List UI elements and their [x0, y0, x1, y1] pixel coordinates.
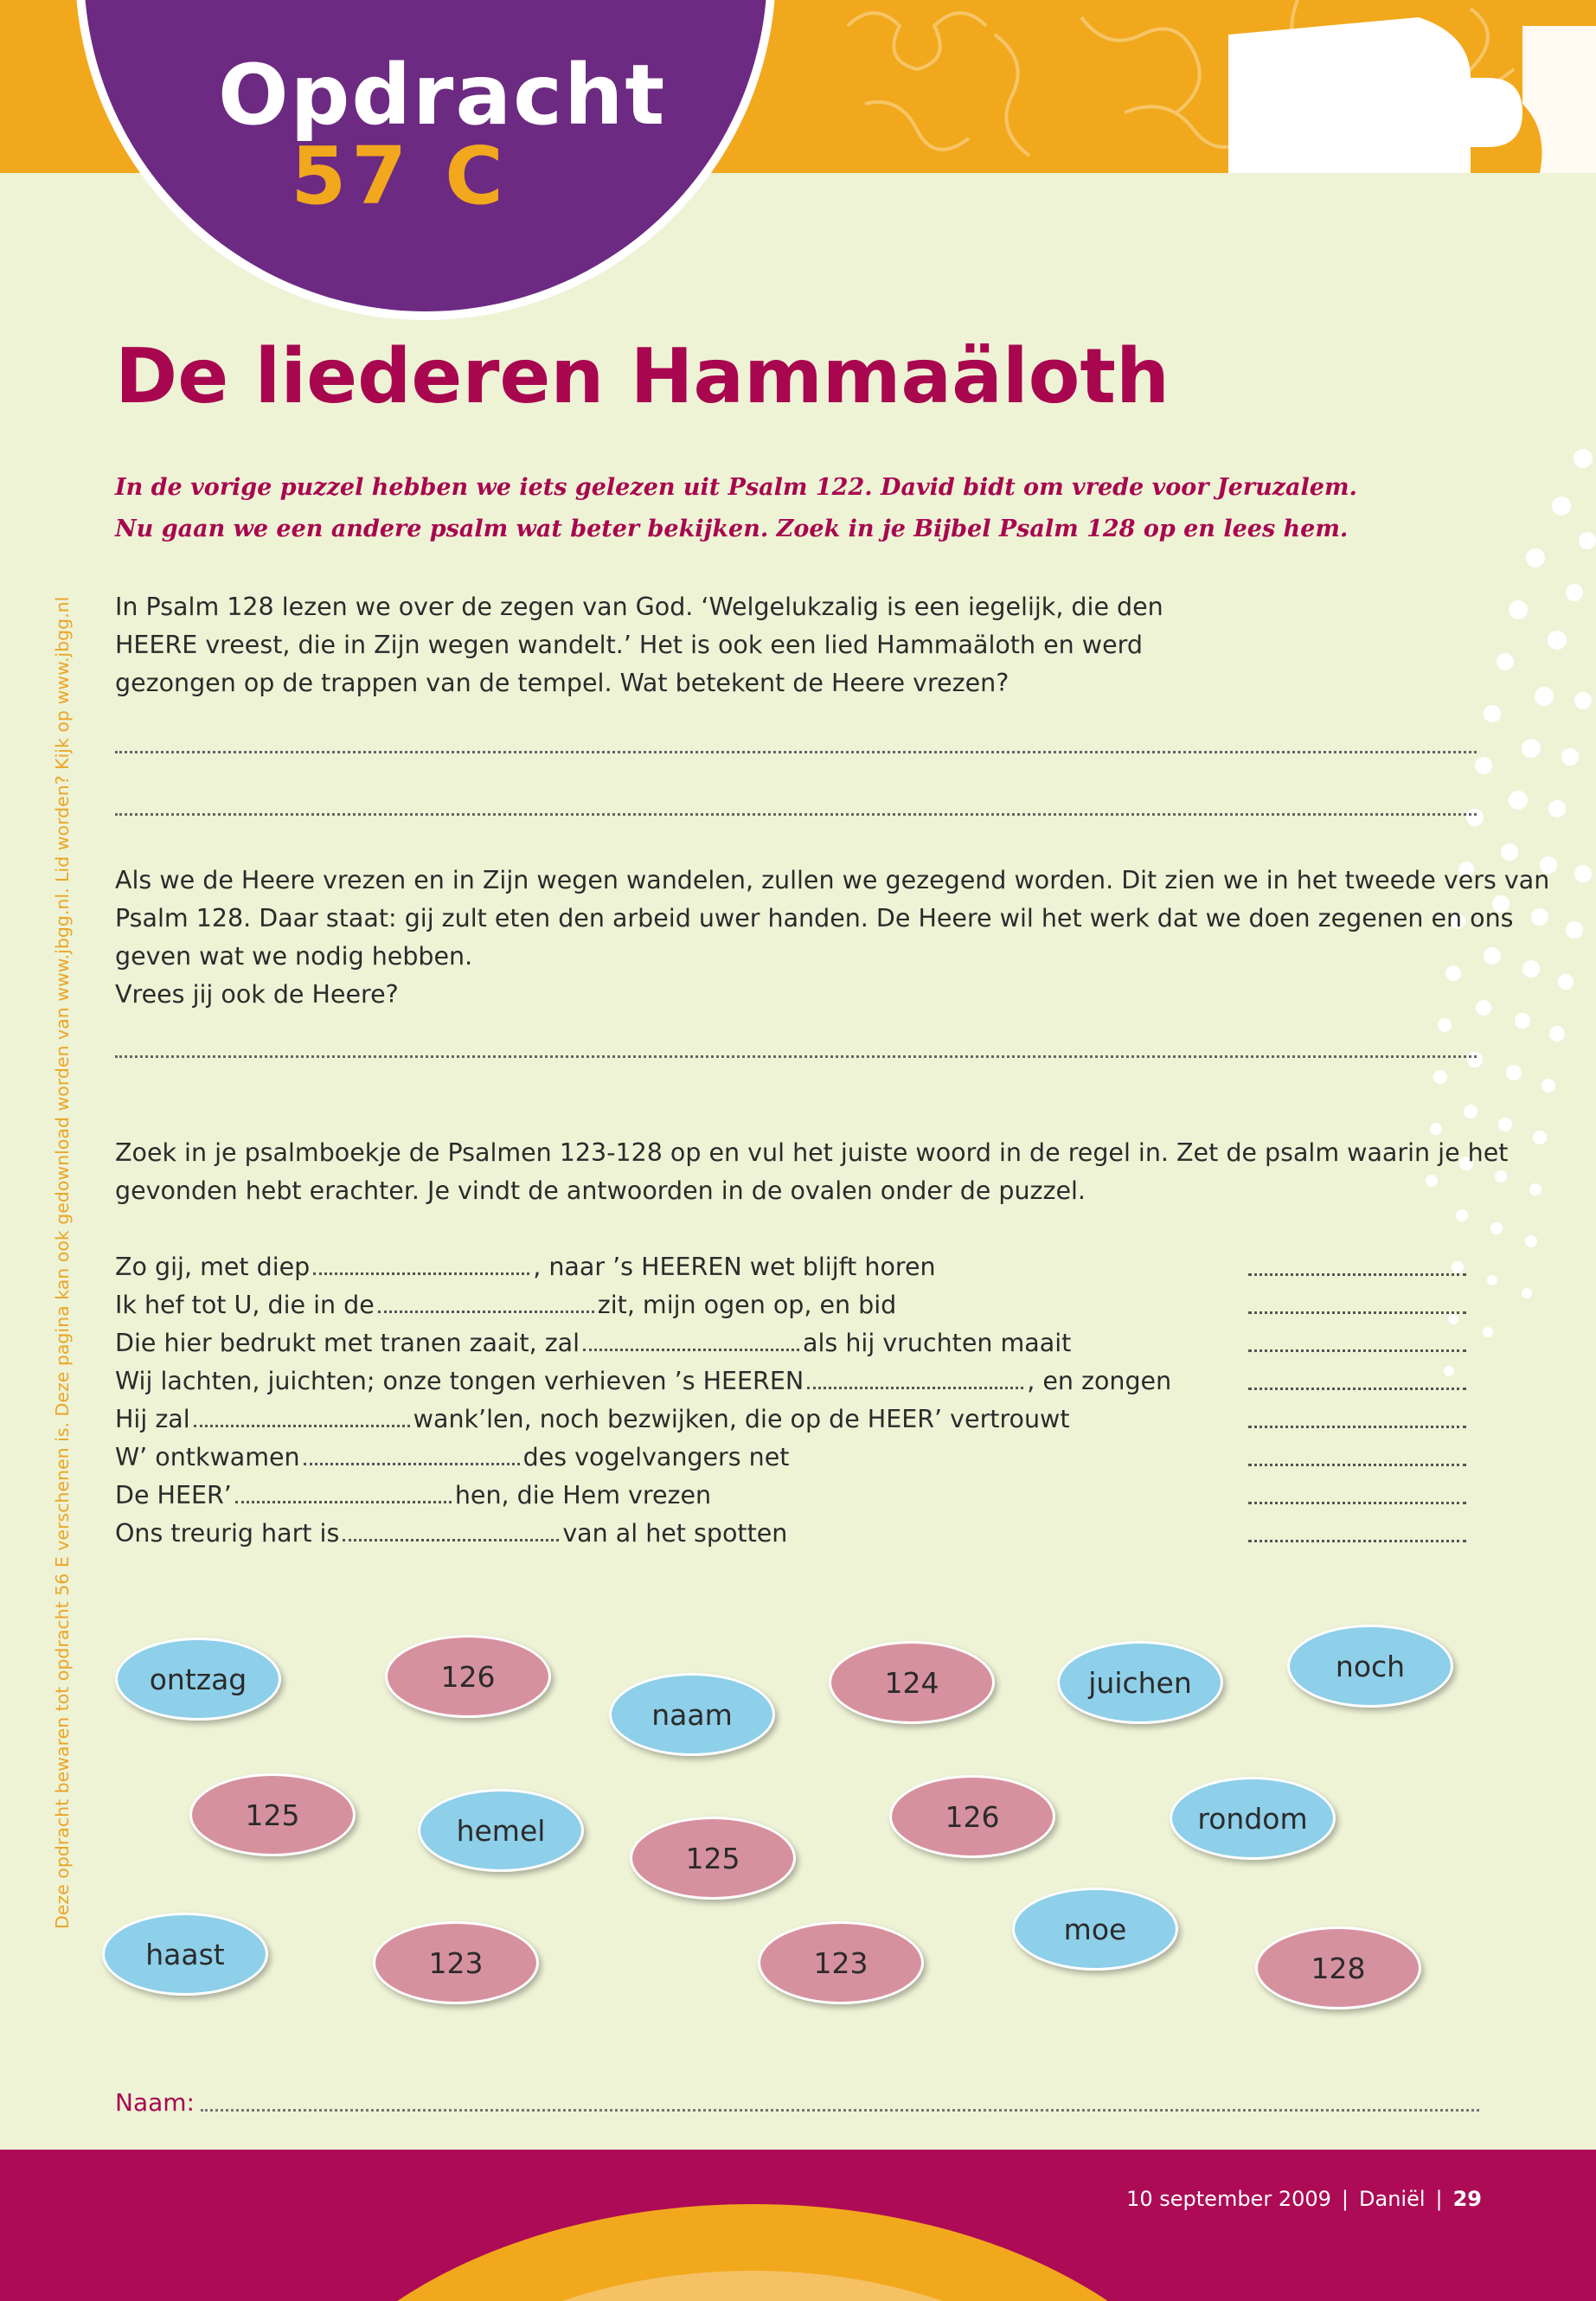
fill-row	[115, 1439, 1473, 1477]
intro-line: In de vorige puzzel hebben we iets gelezen uit Psalm 122. David bidt om vrede voor Jeruzalem.	[115, 474, 1357, 501]
fill-after: wank’len, noch bezwijken, die op de HEER’ vertrouwt	[413, 1405, 1070, 1433]
paragraph-line: geven wat we nodig hebben.	[115, 942, 473, 971]
answer-line[interactable]	[115, 751, 1477, 753]
psalm-blank[interactable]	[1248, 1388, 1466, 1390]
paragraph-line: In Psalm 128 lezen we over de zegen van God. ‘Welgelukzalig is een iegelijk, die den	[115, 593, 1163, 621]
paragraph-line: Als we de Heere vrezen en in Zijn wegen wandelen, zullen we gezegend worden. Dit zien we in het tweede vers van	[115, 866, 1550, 894]
fill-row	[115, 1477, 1473, 1515]
name-label: Naam:	[115, 2088, 195, 2117]
answer-oval[interactable]: haast	[102, 1913, 268, 1996]
answer-oval[interactable]: moe	[1012, 1888, 1178, 1971]
answer-line[interactable]	[115, 813, 1477, 816]
fill-after: , naar ’s HEEREN wet blijft horen	[533, 1253, 936, 1281]
paragraph-line: HEERE vreest, die in Zijn wegen wandelt.’ Het is ook een lied Hammaäloth en werd	[115, 631, 1143, 659]
answer-oval[interactable]: 128	[1255, 1926, 1421, 2009]
psalm-blank[interactable]	[1248, 1540, 1466, 1542]
fill-row	[115, 1362, 1473, 1400]
fill-before: Zo gij, met diep	[115, 1253, 311, 1281]
answer-oval[interactable]: hemel	[418, 1789, 584, 1872]
fill-after: van al het spotten	[562, 1519, 788, 1548]
paragraph-line: gevonden hebt erachter. Je vindt de antwoorden in de ovalen onder de puzzel.	[115, 1176, 1086, 1205]
fill-row	[115, 1286, 1473, 1324]
footer-separator: |	[1341, 2187, 1349, 2211]
footer-band	[0, 2150, 1596, 2301]
fill-after: des vogelvangers net	[522, 1443, 790, 1471]
psalm-blank[interactable]	[1248, 1349, 1466, 1352]
answer-oval[interactable]: noch	[1287, 1625, 1453, 1708]
page-number: 29	[1452, 2187, 1482, 2211]
answer-oval[interactable]: 125	[630, 1817, 796, 1900]
page-title: De liederen Hammaäloth	[115, 332, 1170, 420]
fill-before: W’ ontkwamen	[115, 1443, 300, 1471]
word-blank[interactable]	[313, 1272, 529, 1275]
word-blank[interactable]	[235, 1501, 452, 1503]
paragraph-line: Vrees jij ook de Heere?	[115, 980, 399, 1009]
fill-before: Wij lachten, juichten; onze tongen verhieven ’s HEEREN	[115, 1367, 804, 1395]
answer-oval[interactable]: rondom	[1170, 1777, 1336, 1860]
footer-info	[1126, 2187, 1482, 2211]
fill-in-list	[115, 1248, 1473, 1553]
word-blank[interactable]	[583, 1349, 799, 1351]
fill-before: Hij zal	[115, 1405, 190, 1433]
badge-number: 57 C	[291, 130, 509, 222]
word-blank[interactable]	[304, 1463, 520, 1465]
answer-oval[interactable]: 125	[189, 1773, 356, 1856]
paragraph-2	[115, 862, 1549, 1014]
side-note: Deze opdracht bewaren tot opdracht 56 E verschenen is. Deze pagina kan ook gedownload worden van www.jbgg.nl. Lid worden? Kijk op www.jbgg.nl	[52, 596, 73, 1929]
psalm-blank[interactable]	[1248, 1426, 1466, 1428]
fill-before: Ik hef tot U, die in de	[115, 1291, 375, 1319]
word-blank[interactable]	[807, 1387, 1023, 1389]
paragraph-line: Psalm 128. Daar staat: gij zult eten den arbeid uwer handen. De Heere wil het werk dat we doen zegenen en ons	[115, 904, 1514, 933]
word-blank[interactable]	[343, 1539, 559, 1541]
answer-oval[interactable]: ontzag	[115, 1638, 281, 1721]
answer-oval[interactable]: 126	[385, 1635, 551, 1718]
paragraph-line: gezongen op de trappen van de tempel. Wat betekent de Heere vrezen?	[115, 669, 1010, 697]
fill-before: De HEER’	[115, 1481, 232, 1509]
fill-after: zit, mijn ogen op, en bid	[597, 1291, 897, 1319]
answer-oval[interactable]: 123	[373, 1921, 539, 2004]
fill-row	[115, 1248, 1473, 1286]
footer-date: 10 september 2009	[1126, 2187, 1331, 2211]
intro-text	[115, 467, 1413, 550]
word-blank[interactable]	[194, 1425, 410, 1427]
answer-oval[interactable]: naam	[609, 1673, 775, 1756]
fill-row	[115, 1324, 1473, 1362]
answer-line[interactable]	[115, 1055, 1477, 1058]
psalm-blank[interactable]	[1248, 1273, 1466, 1276]
intro-line: Nu gaan we een andere psalm wat beter bekijken. Zoek in je Bijbel Psalm 128 op en lees hem.	[115, 516, 1349, 542]
fill-row	[115, 1400, 1473, 1439]
fill-after: als hij vruchten maait	[803, 1329, 1072, 1357]
fill-before: Die hier bedrukt met tranen zaait, zal	[115, 1329, 580, 1357]
psalm-blank[interactable]	[1248, 1464, 1466, 1466]
answer-oval[interactable]: 126	[889, 1775, 1055, 1858]
badge-title: Opdracht	[218, 47, 667, 144]
name-field[interactable]	[201, 2109, 1479, 2112]
fill-row	[115, 1515, 1473, 1553]
fill-after: , en zongen	[1027, 1367, 1172, 1395]
paragraph-1	[115, 588, 1163, 702]
word-blank[interactable]	[378, 1311, 594, 1313]
footer-separator: |	[1435, 2187, 1443, 2211]
answer-oval[interactable]: 123	[758, 1921, 924, 2004]
psalm-blank[interactable]	[1248, 1311, 1466, 1314]
paragraph-line: Zoek in je psalmboekje de Psalmen 123-128 op en vul het juiste woord in de regel in. Zet de psalm waarin je het	[115, 1138, 1509, 1167]
fill-after: hen, die Hem vrezen	[454, 1481, 712, 1509]
paragraph-3	[115, 1134, 1508, 1210]
psalm-blank[interactable]	[1248, 1502, 1466, 1504]
footer-publication: Daniël	[1359, 2187, 1426, 2211]
answer-oval[interactable]: 124	[829, 1641, 995, 1724]
answer-oval[interactable]: juichen	[1057, 1641, 1223, 1724]
fill-before: Ons treurig hart is	[115, 1519, 340, 1548]
